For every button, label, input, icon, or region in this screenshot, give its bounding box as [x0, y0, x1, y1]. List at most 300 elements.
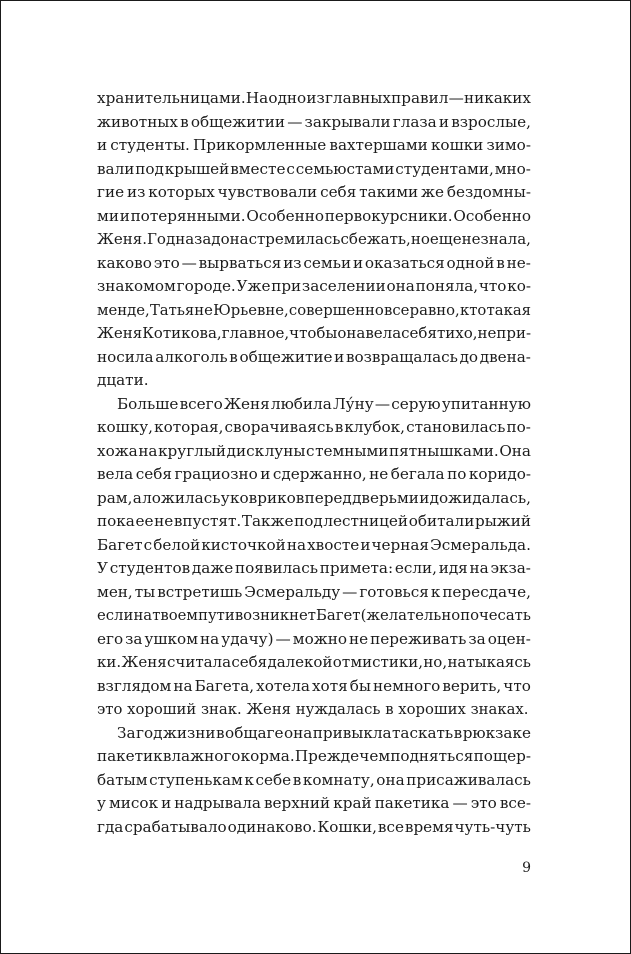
word: рюкзаке: [462, 723, 531, 742]
word: год: [136, 723, 163, 742]
word: за: [468, 629, 486, 648]
word: она: [376, 770, 405, 789]
word: —: [342, 582, 358, 601]
word: поняла,: [415, 277, 479, 295]
word: и: [260, 465, 271, 483]
word: щер-: [493, 747, 531, 765]
word: Прежде: [294, 747, 360, 765]
word: хороших: [398, 701, 466, 718]
word: еще: [429, 230, 462, 248]
word: У: [97, 559, 108, 577]
word: ки.: [97, 653, 122, 671]
word: бездомны-: [446, 183, 531, 201]
word: мисок: [108, 794, 159, 812]
word: влажного: [162, 747, 241, 765]
word: взрослые,: [451, 112, 531, 131]
word: при-: [496, 324, 532, 342]
word: Год: [147, 230, 176, 248]
word: кто: [460, 301, 487, 319]
text-line: [97, 299, 531, 323]
word: и: [438, 112, 450, 131]
word: любила: [270, 394, 332, 413]
word: она: [283, 723, 313, 742]
word: присаживалась: [406, 770, 531, 789]
word: ложилась: [142, 488, 221, 507]
word: если: [97, 607, 134, 624]
word: никаких: [463, 89, 531, 107]
word: которая,: [154, 418, 224, 436]
word: примета:: [319, 559, 394, 577]
word: подняться: [390, 747, 474, 765]
word: по: [447, 465, 467, 483]
word: Багет: [97, 535, 143, 554]
word: возникнет: [234, 607, 316, 624]
text-line: [97, 792, 531, 816]
text-line: [97, 87, 531, 111]
word: хотя: [311, 676, 348, 695]
word: —: [448, 89, 464, 107]
word: менде,: [97, 301, 150, 319]
word: и: [352, 253, 364, 272]
word: студенты.: [110, 136, 190, 154]
word: она: [337, 324, 366, 342]
word: удачу): [221, 629, 274, 648]
word: становилась: [406, 418, 506, 436]
word: (желательно: [360, 607, 461, 624]
word: натыкаясь: [447, 653, 531, 671]
word: его: [97, 629, 124, 648]
text-line: [97, 181, 531, 205]
word: знала,: [480, 230, 531, 248]
word: кошку,: [97, 418, 154, 436]
word: это: [97, 701, 123, 718]
word: Прикормленные: [193, 136, 327, 154]
text-line: [97, 698, 531, 722]
word: в: [496, 253, 505, 272]
word: дверьми: [352, 488, 419, 507]
word: надрывала: [174, 794, 261, 812]
word: Женя.: [97, 230, 147, 248]
word: в: [453, 723, 463, 742]
word: жизни: [162, 723, 216, 742]
word: студентами,: [395, 159, 494, 178]
word: главное,: [221, 324, 290, 342]
word: не-: [506, 253, 531, 272]
word: за: [125, 629, 143, 648]
text-line: [97, 440, 531, 464]
word: все: [384, 301, 410, 319]
word: мен,: [97, 582, 133, 601]
word: привыкла: [312, 723, 392, 742]
word: а: [132, 488, 142, 507]
word: на: [133, 607, 153, 624]
word: но: [410, 230, 430, 248]
word: край: [333, 794, 372, 812]
word: из: [126, 183, 146, 201]
text-line: [97, 581, 531, 605]
word: ты: [134, 582, 156, 601]
word: За: [117, 723, 136, 742]
word: хвосте: [307, 535, 360, 554]
word: в: [216, 723, 225, 742]
word: рам,: [97, 488, 133, 507]
word: Эсмеральда.: [430, 535, 531, 554]
word: гда: [97, 817, 124, 836]
word: ковриков: [230, 488, 305, 507]
text-line: [97, 346, 531, 370]
word: она: [220, 230, 249, 248]
word: и: [360, 535, 371, 554]
word: Котикова,: [142, 324, 222, 342]
word: себя: [401, 324, 437, 342]
word: бегала: [390, 465, 445, 483]
text-line: [97, 369, 531, 393]
word: и: [119, 206, 130, 225]
word: хожа: [97, 441, 138, 460]
word: все: [377, 817, 404, 836]
word: назад: [175, 230, 221, 248]
word: сбежать,: [340, 230, 411, 248]
text-line: [97, 722, 531, 746]
word: двена-: [479, 347, 531, 366]
word: алкоголь: [155, 347, 228, 366]
word: экза-: [490, 559, 531, 577]
word: черная: [371, 535, 430, 554]
word: хранительницами.: [97, 89, 246, 107]
word: впустят.: [173, 512, 242, 530]
word: рыжий: [474, 512, 531, 530]
word: общежитие: [239, 347, 333, 366]
word: Женя: [246, 701, 292, 718]
word: луны: [264, 441, 306, 460]
word: одной: [446, 253, 495, 272]
word: Кошки,: [317, 817, 377, 836]
word: Женя: [97, 324, 143, 342]
word: под: [135, 159, 164, 178]
word: всего: [179, 394, 223, 413]
word: в: [334, 418, 344, 436]
word: вырваться: [198, 253, 282, 272]
word: на: [173, 676, 193, 695]
word: же: [421, 183, 445, 201]
text-line: [97, 675, 531, 699]
word: такая: [486, 301, 531, 319]
word: общаге: [225, 723, 284, 742]
text-line: [97, 134, 531, 158]
text-line: [97, 628, 531, 652]
word: носила: [97, 347, 154, 366]
word: ступенькам: [149, 770, 243, 789]
word: хотела: [256, 676, 310, 695]
word: возвращалась: [345, 347, 458, 366]
word: в: [180, 112, 189, 131]
word: на: [200, 629, 220, 648]
word: такими: [359, 183, 419, 201]
word: к: [244, 770, 254, 789]
text-line: [97, 416, 531, 440]
word: потерянными.: [130, 206, 246, 225]
word: Багета,: [194, 676, 255, 695]
word: даже: [191, 559, 234, 577]
word: на: [138, 441, 158, 460]
word: которых: [148, 183, 215, 201]
word: срабатывало: [124, 817, 227, 836]
word: таскать: [392, 723, 454, 742]
word: ее: [135, 512, 154, 530]
word: чтобы: [289, 324, 338, 342]
text-line: [97, 557, 531, 581]
word: идя: [438, 559, 468, 577]
word: стремилась: [248, 230, 341, 248]
word: к: [430, 582, 441, 601]
text-line: [97, 816, 531, 840]
text-line: [97, 111, 531, 135]
text-line: [97, 228, 531, 252]
word: правил: [391, 89, 449, 107]
text-line: [97, 393, 531, 417]
word: знаках.: [470, 701, 529, 718]
word: встретишь: [157, 582, 243, 601]
word: не: [349, 629, 369, 648]
word: в: [292, 770, 302, 789]
word: сдержанно,: [272, 465, 367, 483]
word: если,: [394, 559, 437, 577]
word: —: [287, 112, 303, 131]
word: лестницей: [323, 512, 409, 530]
word: себе: [255, 770, 292, 789]
word: Татьяне: [149, 301, 213, 319]
word: далекой: [267, 653, 333, 671]
word: ушком: [144, 629, 199, 648]
word: круглый: [158, 441, 227, 460]
word: чем: [359, 747, 391, 765]
word: себя: [135, 465, 172, 483]
word: —: [275, 629, 291, 648]
word: знакомом: [97, 277, 176, 295]
word: грациозно: [174, 465, 258, 483]
word: дожидалась,: [429, 488, 531, 507]
word: Больше: [117, 394, 179, 413]
word: почесать: [460, 607, 531, 624]
word: готовься: [359, 582, 429, 601]
word: серую: [391, 394, 441, 413]
text-line: [97, 604, 531, 628]
text-line: [97, 205, 531, 229]
word: себя: [320, 183, 357, 201]
word: пятнышками.: [389, 441, 499, 460]
word: при: [271, 277, 302, 295]
text-line: [97, 463, 531, 487]
word: с: [306, 441, 315, 460]
text-line: [97, 745, 531, 769]
word: общежитии: [190, 112, 286, 131]
text-line: [97, 275, 531, 299]
word: Уже: [236, 277, 271, 295]
word: вали: [97, 159, 135, 178]
word: одно: [268, 89, 307, 107]
word: под: [294, 512, 323, 530]
word: хороший: [127, 701, 197, 718]
word: на: [286, 535, 307, 554]
word: и: [97, 136, 108, 154]
word: верить,: [442, 676, 502, 695]
word: городе.: [176, 277, 236, 295]
word: кисточкой: [201, 535, 286, 554]
word: глаза: [392, 112, 437, 131]
word: не: [461, 230, 481, 248]
word: оказаться: [364, 253, 445, 272]
word: пакетик: [97, 747, 163, 765]
word: темными: [315, 441, 389, 460]
word: вахтершами: [329, 136, 428, 154]
word: пока: [97, 512, 135, 530]
word: на: [469, 559, 489, 577]
word: с: [286, 159, 295, 178]
word: Лу́ну: [332, 394, 374, 413]
word: Женя: [223, 394, 270, 413]
word: диск: [226, 441, 265, 460]
text-line: [97, 322, 531, 346]
word: —: [181, 253, 197, 272]
word: обитали: [408, 512, 475, 530]
word: каково: [97, 253, 152, 272]
word: переживать: [370, 629, 467, 648]
word: На: [245, 89, 269, 107]
word: закрывали: [304, 112, 391, 131]
word: и: [161, 794, 172, 812]
word: Она: [499, 441, 531, 460]
word: из: [283, 253, 302, 272]
word: бы: [349, 676, 371, 695]
word: кошки: [430, 136, 484, 154]
word: от: [332, 653, 351, 671]
word: корма.: [240, 747, 295, 765]
word: Юрьевне,: [213, 301, 289, 319]
word: это: [153, 253, 180, 272]
text-line: [97, 252, 531, 276]
word: мно-: [494, 159, 531, 178]
word: Особенно: [453, 206, 531, 225]
page-number: 9: [522, 860, 531, 876]
word: чувствовали: [217, 183, 318, 201]
text-line: [97, 651, 531, 675]
word: у: [97, 794, 106, 812]
word: тихо,: [436, 324, 478, 342]
word: считала: [167, 653, 232, 671]
word: что: [478, 277, 507, 295]
word: пути: [198, 607, 235, 624]
word: батым: [97, 770, 148, 789]
word: совершенно: [288, 301, 384, 319]
word: себя: [231, 653, 268, 671]
word: перед: [304, 488, 352, 507]
word: немного: [373, 676, 441, 695]
text-line: [97, 487, 531, 511]
word: —: [452, 794, 468, 812]
text-line: [97, 158, 531, 182]
word: с: [143, 535, 153, 554]
word: вела: [365, 324, 402, 342]
word: —: [374, 394, 391, 413]
word: оцен-: [487, 629, 531, 648]
word: не: [154, 512, 174, 530]
word: упитанную: [441, 394, 531, 413]
word: Багет: [316, 607, 361, 624]
word: и: [334, 347, 345, 366]
word: одинаково.: [227, 817, 317, 836]
word: появилась: [235, 559, 319, 577]
word: взглядом: [97, 676, 172, 695]
word: до: [459, 347, 479, 366]
body-text: [97, 87, 531, 839]
word: сворачиваясь: [224, 418, 334, 436]
word: пересдаче,: [442, 582, 531, 601]
word: чуть-чуть: [454, 817, 531, 836]
word: все-: [499, 794, 531, 812]
word: твоем: [152, 607, 198, 624]
word: не: [369, 465, 389, 483]
word: Женя: [121, 653, 167, 671]
word: ко-: [507, 277, 531, 295]
word: но,: [423, 653, 448, 671]
word: можно: [292, 629, 347, 648]
word: из: [306, 89, 325, 107]
word: вместе: [230, 159, 286, 178]
word: вела: [97, 465, 134, 483]
word: мистики,: [350, 653, 423, 671]
word: что: [503, 676, 531, 695]
word: клубок,: [344, 418, 405, 436]
word: заселении: [301, 277, 386, 295]
word: главных: [324, 89, 391, 107]
word: семьи: [303, 253, 352, 272]
word: Также: [241, 512, 294, 530]
word: зимо-: [486, 136, 531, 154]
word: не: [477, 324, 497, 342]
word: и: [419, 488, 430, 507]
word: нуждалась: [295, 701, 381, 718]
word: Особенно: [246, 206, 324, 225]
word: время: [404, 817, 454, 836]
word: пакетика: [374, 794, 450, 812]
word: дцати.: [97, 371, 149, 389]
word: первокурсники.: [324, 206, 453, 225]
word: верхний: [263, 794, 331, 812]
text-line: [97, 769, 531, 793]
word: животных: [97, 112, 178, 131]
word: белой: [153, 535, 201, 554]
word: в: [229, 347, 238, 366]
word: знак.: [200, 701, 242, 718]
word: в: [385, 701, 394, 718]
word: это: [470, 794, 497, 812]
word: Эсмеральду: [244, 582, 341, 601]
word: комнату,: [302, 770, 375, 789]
word: она: [386, 277, 415, 295]
word: по: [473, 747, 493, 765]
word: крышей: [164, 159, 230, 178]
word: равно,: [409, 301, 460, 319]
word: у: [220, 488, 230, 507]
text-line: [97, 534, 531, 558]
word: гие: [97, 183, 125, 201]
word: студентов: [109, 559, 191, 577]
word: по-: [506, 418, 531, 436]
word: коридо-: [468, 465, 531, 483]
word: ми: [97, 206, 119, 225]
word: семьюстами: [295, 159, 395, 178]
text-line: [97, 510, 531, 534]
